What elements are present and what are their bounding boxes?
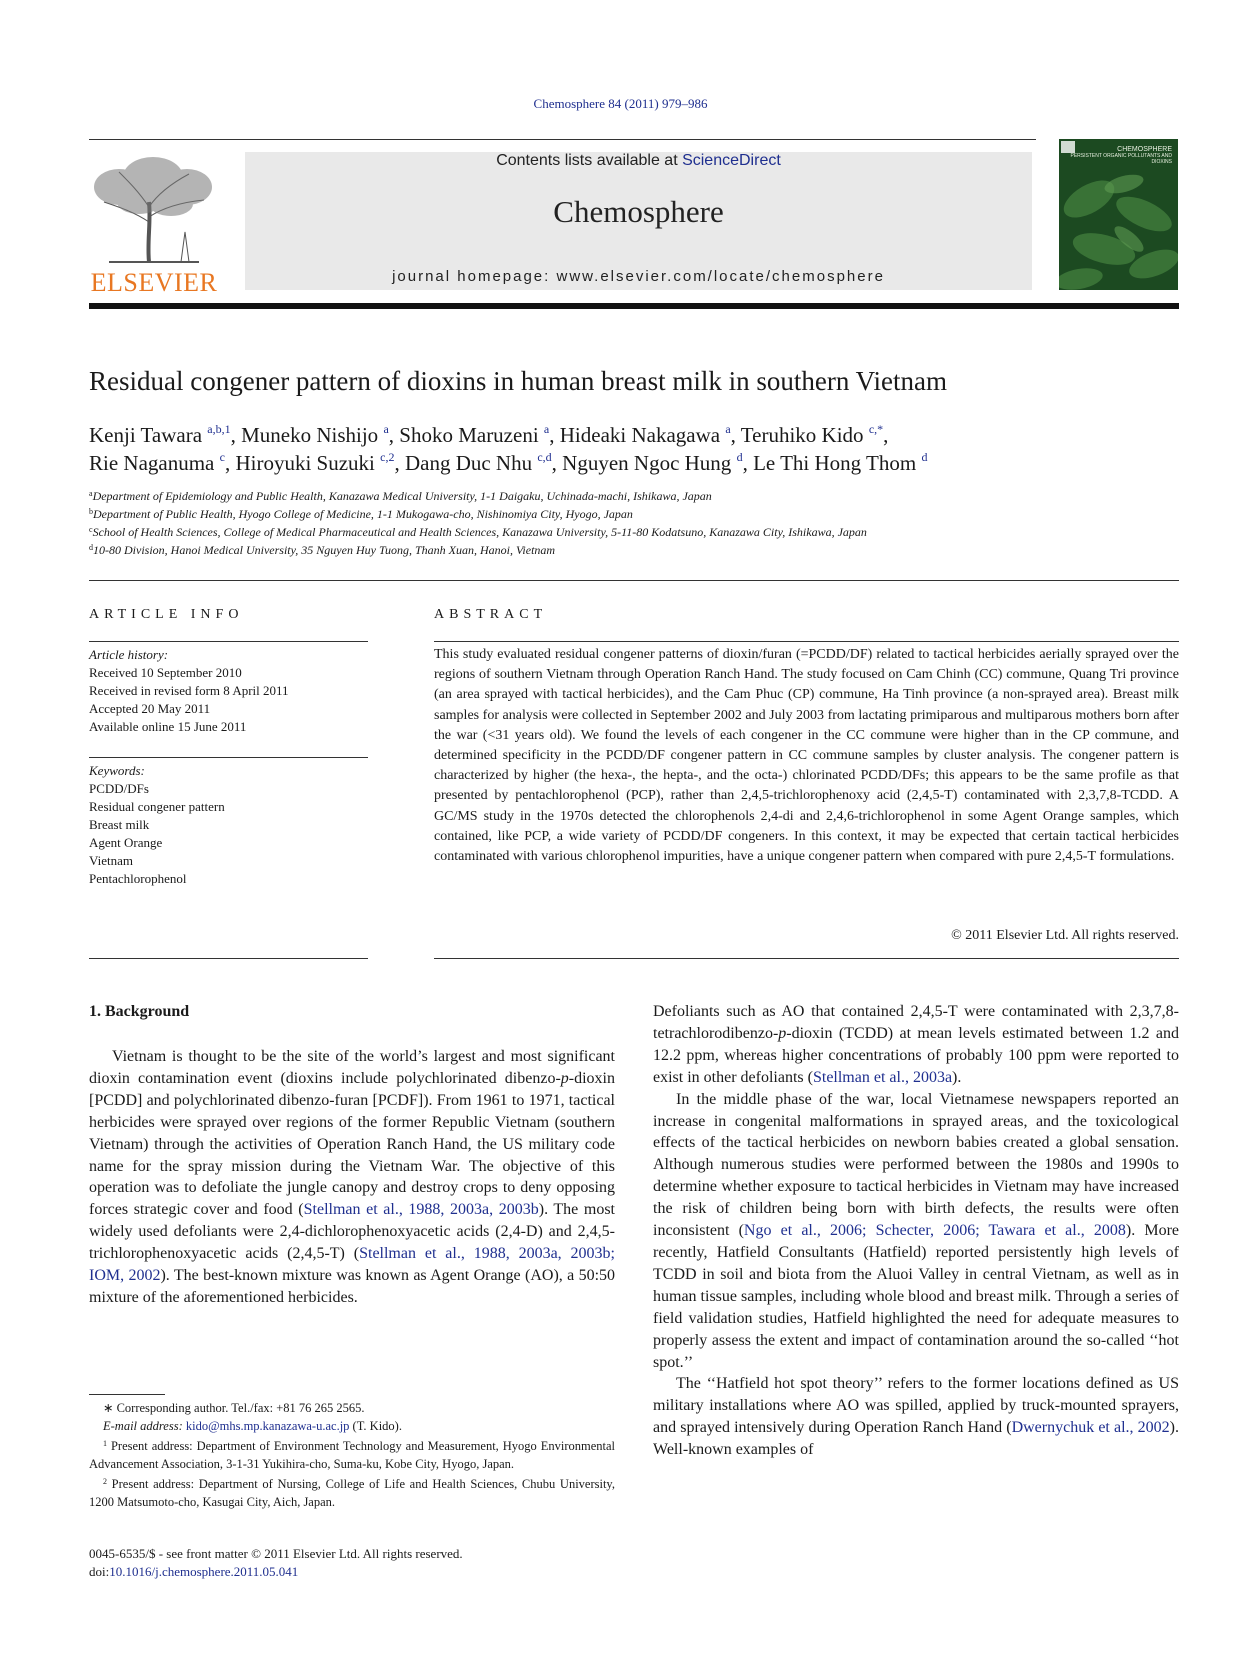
author-affiliation-marker[interactable]: c — [219, 450, 225, 464]
abstract-text: This study evaluated residual congener patterns of dioxin/furan (=PCDD/DF) related to tactical herbicides aerially sprayed over the regions of southern Vietnam through Operation Ranch Hand. The study focused on Cam Chinh (CC) commune, Quang Tri province (an area sprayed with tactical herbicides), and the Cam Phuc (CP) commune, Ha Tinh province (a non-sprayed area). Breast milk samples for analysis were collected in September 2002 and July 2003 from lactating primiparous and multiparous mothers born after the war (<31 years old). We found the levels of each congener in the CC commune were higher than in the CP commune, and determined specificity in the PCDD/DF congener pattern in CC commune samples by cluster analysis. The congener pattern is characterized by higher (the hexa-, the hepta-, and the octa-) chlorinated PCDD/DFs; this appears to be the same profile as that presented by pentachlorophenol (PCP), rather than 2,4,5-trichlorophenoxy acid (2,4,5-T) contaminated with 2,3,7,8-TCDD. A GC/MS study in the 1970s detected the chlorophenols 2,4-di and 2,4,6-trichlorophenol in some Agent Orange samples, which contained, like PCP, a wide variety of PCDD/DF congeners. In this context, it may be expected that certain tactical herbicides contaminated with various chlorophenol impurities, have a unique congener pattern when compared with pure 2,4,5-T formulations. — [434, 647, 1179, 865]
front-matter — [89, 1545, 463, 1581]
contents-prefix: Contents lists available at — [496, 152, 683, 169]
history-item: Received 10 September 2010 — [89, 665, 242, 680]
author-affiliation-marker[interactable]: c,d — [537, 450, 552, 464]
journal-banner — [245, 152, 1032, 290]
abstract-rule — [434, 641, 1179, 642]
author-separator: , — [230, 423, 242, 447]
citation-link[interactable]: Ngo et al., 2006; Schecter, 2006; Tawara et al., 2008 — [743, 1222, 1126, 1240]
author-separator: , — [394, 451, 405, 475]
footnote-1-key: 1 — [103, 1439, 107, 1449]
cover-subtitle-text: PERSISTENT ORGANIC POLLUTANTS AND DIOXINS — [1070, 153, 1172, 165]
journal-homepage[interactable]: journal homepage: www.elsevier.com/locate/chemosphere — [392, 268, 885, 285]
article-history — [89, 646, 289, 736]
text-run: -dioxin [PCDD] and polychlorinated dibenzo-furan [PCDF]). From 1961 to 1971, tactical herbicides were sprayed over regions of the former Republic Vietnam (southern Vietnam) through the activities of Operation Ranch Hand, the US military code name for the spray mission during the Vietnam War. The objective of this operation was to defoliate the jungle canopy and destroy crops to deny opposing forces strategic cover and food ( — [89, 1069, 615, 1219]
contents-availability — [245, 152, 1032, 170]
author-affiliation-marker[interactable]: c,2 — [380, 450, 395, 464]
section-heading-background: 1. Background — [89, 1003, 190, 1020]
cover-title — [1059, 146, 1172, 165]
article-history-label: Article history: — [89, 647, 169, 662]
footnote-rule — [89, 1394, 165, 1395]
italic-text: p — [778, 1024, 787, 1042]
email-suffix: (T. Kido). — [349, 1418, 402, 1433]
cover-title-text: CHEMOSPHERE — [1117, 146, 1172, 153]
citation-link[interactable]: Dwernychuk et al., 2002 — [1011, 1419, 1170, 1437]
doi-label: doi: — [89, 1564, 110, 1579]
author-separator: , — [730, 423, 741, 447]
author-name: Hideaki Nakagawa — [559, 423, 726, 447]
citation-link[interactable]: Stellman et al., 1988, 2003a, 2003b — [303, 1201, 539, 1219]
affiliation-a — [89, 489, 712, 504]
journal-cover-image — [1059, 139, 1178, 290]
header-rule — [89, 139, 1036, 140]
affiliation-d — [89, 543, 555, 558]
author-separator: , — [551, 451, 563, 475]
keyword-item: Pentachlorophenol — [89, 871, 187, 886]
author-list-line-2 — [89, 450, 927, 476]
text-run: ). The most widely used defoliants were 2,4-dichlorophenoxyacetic acids (2,4-D) and 2,4,5-trichlorophenoxyacetic acids (2,4,5-T) ( — [89, 1201, 615, 1263]
body-paragraph — [653, 1089, 1179, 1374]
affiliation-rule — [89, 580, 1179, 581]
affiliation-text: Department of Public Health, Hyogo College of Medicine, 1-1 Mukogawa-cho, Nishinomiya City, Hyogo, Japan — [93, 507, 633, 521]
footnote-2-text: Present address: Department of Nursing, College of Life and Health Sciences, Chubu University, 1200 Matsumoto-cho, Kasugai City, Aich, Japan. — [89, 1477, 615, 1509]
text-run: ). The best-known mixture was known as Agent Orange (AO), a 50:50 mixture of the aforementioned herbicides. — [89, 1267, 616, 1306]
email-link[interactable]: kido@mhs.mp.kanazawa-u.ac.jp — [185, 1418, 350, 1433]
text-run: -dioxin (TCDD) at mean levels estimated between 1.2 and 12.2 ppm, whereas higher concentrations of probably 100 ppm were reported to exist in other defoliants ( — [653, 1024, 1179, 1086]
affiliation-key: b — [89, 507, 93, 516]
author-name: Muneko Nishijo — [241, 423, 384, 447]
front-matter-copyright: 0045-6535/$ - see front matter © 2011 Elsevier Ltd. All rights reserved. — [89, 1546, 463, 1561]
doi-link[interactable]: 10.1016/j.chemosphere.2011.05.041 — [109, 1564, 299, 1579]
author-name: Dang Duc Nhu — [404, 451, 538, 475]
doi-line — [89, 1563, 463, 1581]
text-run: The ‘‘Hatfield hot spot theory’’ refers to the former locations defined as US military installations where AO was spilled, applied by truck-mounted sprayers, and sprayed intensively during Operation Ranch Hand ( — [653, 1375, 1179, 1437]
citation-link[interactable]: Stellman et al., 2003a — [812, 1068, 953, 1086]
affiliation-b — [89, 507, 633, 522]
author-affiliation-marker[interactable]: a,b,1 — [207, 422, 231, 436]
header-thick-rule — [89, 303, 1179, 309]
email-label: E-mail address: — [103, 1418, 186, 1433]
citation-link[interactable]: Stellman et al., 1988, 2003a, 2003b; IOM, 2002 — [89, 1245, 616, 1285]
history-item: Accepted 20 May 2011 — [89, 701, 211, 716]
keyword-item: Vietnam — [89, 853, 133, 868]
affiliation-key: d — [89, 543, 93, 552]
author-separator: , — [883, 423, 889, 447]
article-info-bottom-rule — [89, 958, 368, 959]
keyword-item: Agent Orange — [89, 835, 163, 850]
keywords-rule — [89, 757, 368, 758]
history-item: Received in revised form 8 April 2011 — [89, 683, 289, 698]
keywords-list — [89, 762, 225, 888]
author-affiliation-marker[interactable]: d — [736, 450, 743, 464]
body-paragraph — [89, 1046, 615, 1309]
author-affiliation-marker[interactable]: a — [543, 422, 550, 436]
author-separator: , — [742, 451, 754, 475]
text-run: ). Well-known examples of — [653, 1419, 1179, 1459]
author-name: Rie Naganuma — [89, 451, 220, 475]
body-paragraph — [653, 1001, 1179, 1089]
affiliation-key: c — [89, 525, 93, 534]
author-affiliation-marker[interactable]: d — [921, 450, 928, 464]
elsevier-wordmark: ELSEVIER — [90, 268, 218, 297]
body-column-right — [653, 1001, 1179, 1461]
author-name: Shoko Maruzeni — [399, 423, 544, 447]
affiliation-key: a — [89, 489, 93, 498]
text-run: ). More recently, Hatfield Consultants (Hatfield) reported persistently high levels of TCDD in soil and biota from the Aluoi Valley in central Vietnam, as well as in human tissue samples, including whole blood and breast milk. Through a series of field validation studies, Hatfield highlighted the need for adequate measures to properly assess the extent and impact of contamination around the so-called ‘‘hot spot.’’ — [653, 1222, 1180, 1371]
article-info-heading: ARTICLE INFO — [89, 607, 244, 622]
author-affiliation-marker[interactable]: a — [383, 422, 389, 436]
sciencedirect-link[interactable]: ScienceDirect — [682, 152, 781, 169]
author-list-line-1 — [89, 422, 888, 448]
author-name: Kenji Tawara — [89, 423, 208, 447]
article-title: Residual congener pattern of dioxins in human breast milk in southern Vietnam — [89, 366, 947, 396]
author-name: Nguyen Ngoc Hung — [562, 451, 737, 475]
footnote-2 — [89, 1473, 615, 1511]
keyword-item: Breast milk — [89, 817, 150, 832]
footnotes — [89, 1400, 615, 1512]
author-affiliation-marker[interactable]: c,* — [868, 422, 884, 436]
journal-citation[interactable]: Chemosphere 84 (2011) 979–986 — [533, 96, 708, 111]
author-affiliation-marker[interactable]: a — [725, 422, 731, 436]
affiliation-c — [89, 525, 867, 540]
italic-text: p — [560, 1069, 569, 1087]
footnote-1-text: Present address: Department of Environment Technology and Measurement, Hyogo Environmental Advancement Association, 3-1-31 Yukihira-cho, Suma-ku, Kobe City, Hyogo, Japan. — [89, 1439, 616, 1471]
text-run: Defoliants such as AO that contained 2,4,5-T were contaminated with 2,3,7,8-tetrachlorodibenzo- — [653, 1003, 1179, 1042]
abstract-bottom-rule — [434, 958, 1179, 959]
text-run: ). — [952, 1068, 962, 1086]
affiliation-text: School of Health Sciences, College of Medical Pharmaceutical and Health Sciences, Kanazawa University, 5-11-80 Kodatsuno, Kanazawa City, Ishikawa, Japan — [92, 525, 867, 539]
affiliation-text: Department of Epidemiology and Public Health, Kanazawa Medical University, 1-1 Daigaku, Uchinada-machi, Ishikawa, Japan — [92, 489, 712, 503]
body-column-left — [89, 1046, 615, 1309]
footnote-corresponding: ∗ Corresponding author. Tel./fax: +81 76 265 2565. — [103, 1401, 365, 1415]
keyword-item: Residual congener pattern — [89, 799, 225, 814]
history-item: Available online 15 June 2011 — [89, 719, 247, 734]
abstract-copyright: © 2011 Elsevier Ltd. All rights reserved. — [951, 928, 1179, 943]
author-name: Le Thi Hong Thom — [753, 451, 922, 475]
article-info-rule — [89, 641, 368, 642]
abstract-heading: ABSTRACT — [434, 607, 548, 622]
author-name: Hiroyuki Suzuki — [235, 451, 381, 475]
journal-name: Chemosphere — [553, 194, 724, 229]
author-name: Teruhiko Kido — [740, 423, 869, 447]
text-run: In the middle phase of the war, local Vietnamese newspapers reported an increase in congenital malformations in sprayed areas, and the toxicological effects of the tactical herbicides on newborn babies created a global sensation. Although numerous studies were performed between the 1980s and 1990s to determine whether exposure to tactical herbicides in Vietnam may have increased the risk of children being born with birth defects, the results were often inconsistent ( — [653, 1090, 1179, 1240]
author-separator: , — [549, 423, 560, 447]
keywords-label: Keywords: — [89, 763, 145, 778]
footnote-2-key: 2 — [103, 1477, 107, 1487]
author-separator: , — [224, 451, 236, 475]
keyword-item: PCDD/DFs — [89, 781, 149, 796]
affiliation-text: 10-80 Division, Hanoi Medical University, 35 Nguyen Huy Tuong, Thanh Xuan, Hanoi, Vietnam — [93, 543, 556, 557]
footnote-1 — [89, 1435, 615, 1473]
footnote-email — [89, 1418, 615, 1436]
body-paragraph — [653, 1373, 1179, 1461]
author-separator: , — [388, 423, 400, 447]
text-run: Vietnam is thought to be the site of the world’s largest and most significant dioxin contamination event (dioxins include polychlorinated dibenzo- — [89, 1048, 615, 1087]
